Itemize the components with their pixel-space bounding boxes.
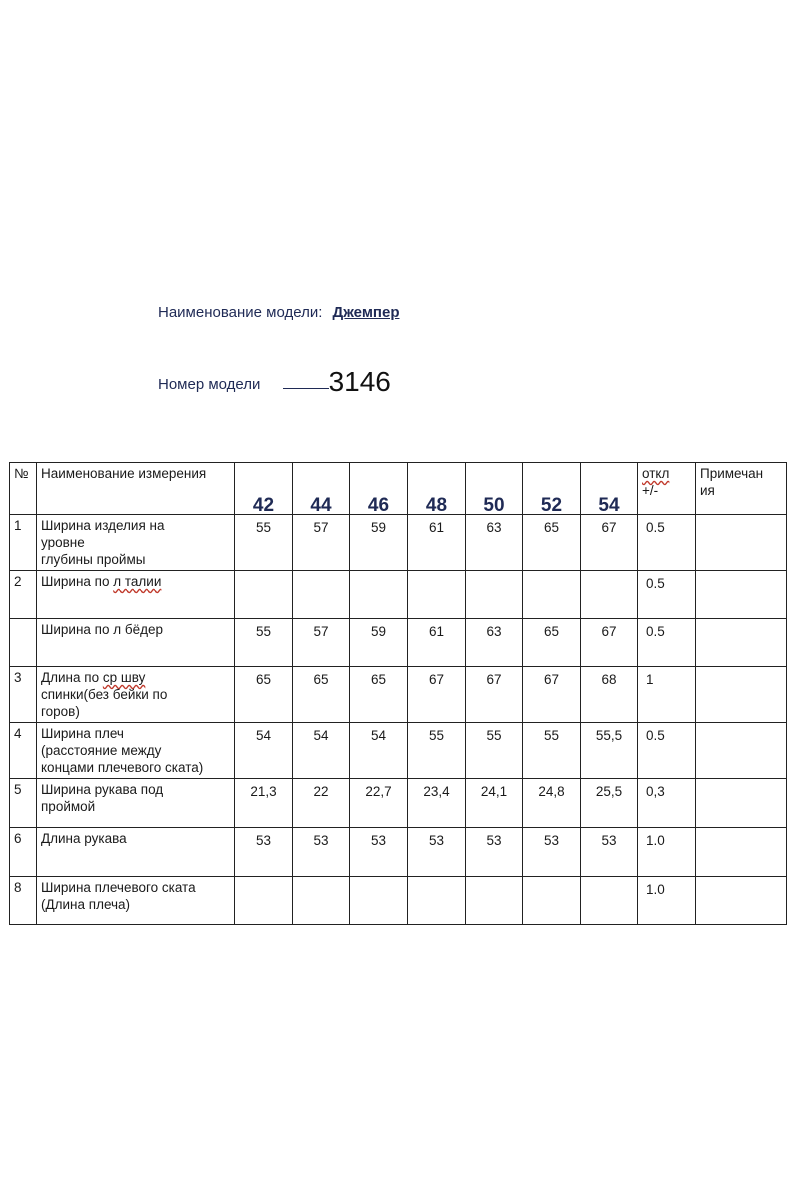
row-value bbox=[293, 571, 350, 619]
row-measurement-name: Ширина изделия на уровне глубины проймы bbox=[37, 515, 235, 571]
row-value: 65 bbox=[293, 667, 350, 723]
row-tolerance: 0.5 bbox=[638, 723, 696, 779]
model-number-label: Номер модели bbox=[158, 376, 261, 393]
row-value: 53 bbox=[350, 828, 408, 877]
row-value: 65 bbox=[523, 619, 581, 667]
table-row bbox=[10, 877, 787, 925]
row-measurement-name: Ширина рукава под проймой bbox=[37, 779, 235, 828]
row-value: 53 bbox=[523, 828, 581, 877]
row-value bbox=[408, 877, 466, 925]
row-value: 24,8 bbox=[523, 779, 581, 828]
row-value bbox=[581, 877, 638, 925]
row-value: 22 bbox=[293, 779, 350, 828]
row-value: 23,4 bbox=[408, 779, 466, 828]
row-number: 6 bbox=[10, 828, 37, 877]
row-number: 1 bbox=[10, 515, 37, 571]
row-note bbox=[696, 779, 787, 828]
row-value: 55 bbox=[235, 515, 293, 571]
row-value bbox=[581, 571, 638, 619]
header-measurement-name: Наименование измерения bbox=[37, 463, 235, 515]
row-note bbox=[696, 828, 787, 877]
row-value: 63 bbox=[466, 515, 523, 571]
table-row bbox=[10, 667, 787, 723]
row-value: 61 bbox=[408, 515, 466, 571]
row-number: 3 bbox=[10, 667, 37, 723]
row-value: 53 bbox=[466, 828, 523, 877]
table-header-row bbox=[10, 463, 787, 515]
row-note bbox=[696, 619, 787, 667]
table-row bbox=[10, 619, 787, 667]
row-value: 67 bbox=[466, 667, 523, 723]
row-value: 67 bbox=[581, 515, 638, 571]
model-name-label: Наименование модели: bbox=[158, 304, 323, 321]
row-measurement-name: Ширина плеч (расстояние между концами плечевого ската) bbox=[37, 723, 235, 779]
row-tolerance: 1 bbox=[638, 667, 696, 723]
row-tolerance: 0.5 bbox=[638, 515, 696, 571]
row-value: 65 bbox=[523, 515, 581, 571]
row-value: 21,3 bbox=[235, 779, 293, 828]
measurement-table bbox=[9, 462, 787, 925]
row-measurement-name: Длина по ср шву спинки(без бейки по горов) bbox=[37, 667, 235, 723]
row-value: 67 bbox=[408, 667, 466, 723]
row-value: 55,5 bbox=[581, 723, 638, 779]
row-value: 55 bbox=[408, 723, 466, 779]
header-size-54: 54 bbox=[581, 463, 638, 515]
table-row bbox=[10, 515, 787, 571]
row-measurement-name: Ширина плечевого ската (Длина плеча) bbox=[37, 877, 235, 925]
row-value: 59 bbox=[350, 515, 408, 571]
model-name-value: Джемпер bbox=[332, 304, 400, 321]
row-value bbox=[466, 571, 523, 619]
row-note bbox=[696, 877, 787, 925]
row-number bbox=[10, 619, 37, 667]
row-value bbox=[466, 877, 523, 925]
row-value: 57 bbox=[293, 619, 350, 667]
model-number-value: 3146 bbox=[328, 366, 391, 397]
row-note bbox=[696, 723, 787, 779]
row-tolerance: 1.0 bbox=[638, 877, 696, 925]
header-size-50: 50 bbox=[466, 463, 523, 515]
header-size-42: 42 bbox=[235, 463, 293, 515]
row-value: 53 bbox=[408, 828, 466, 877]
header-tolerance: откл +/- bbox=[638, 463, 696, 515]
table-row bbox=[10, 828, 787, 877]
row-value: 54 bbox=[293, 723, 350, 779]
header-size-44: 44 bbox=[293, 463, 350, 515]
row-value: 54 bbox=[235, 723, 293, 779]
row-value: 24,1 bbox=[466, 779, 523, 828]
table-row bbox=[10, 779, 787, 828]
row-value: 68 bbox=[581, 667, 638, 723]
row-tolerance: 0,3 bbox=[638, 779, 696, 828]
row-value: 53 bbox=[235, 828, 293, 877]
row-value: 65 bbox=[235, 667, 293, 723]
row-value: 54 bbox=[350, 723, 408, 779]
model-number-blank-line bbox=[283, 388, 329, 389]
row-number: 4 bbox=[10, 723, 37, 779]
row-measurement-name: Длина рукава bbox=[37, 828, 235, 877]
header-number: № bbox=[10, 463, 37, 515]
model-name-line bbox=[158, 304, 399, 321]
header-size-48: 48 bbox=[408, 463, 466, 515]
row-value: 55 bbox=[235, 619, 293, 667]
row-number: 2 bbox=[10, 571, 37, 619]
row-tolerance: 1.0 bbox=[638, 828, 696, 877]
row-value bbox=[350, 571, 408, 619]
row-value: 22,7 bbox=[350, 779, 408, 828]
row-value: 55 bbox=[466, 723, 523, 779]
header-size-46: 46 bbox=[350, 463, 408, 515]
row-value: 57 bbox=[293, 515, 350, 571]
row-value: 53 bbox=[581, 828, 638, 877]
row-value bbox=[235, 877, 293, 925]
row-note bbox=[696, 667, 787, 723]
header-size-52: 52 bbox=[523, 463, 581, 515]
row-value bbox=[235, 571, 293, 619]
row-measurement-name: Ширина по л талии bbox=[37, 571, 235, 619]
row-tolerance: 0.5 bbox=[638, 571, 696, 619]
row-value: 63 bbox=[466, 619, 523, 667]
row-measurement-name: Ширина по л бёдер bbox=[37, 619, 235, 667]
row-note bbox=[696, 571, 787, 619]
table-row bbox=[10, 571, 787, 619]
row-value: 67 bbox=[581, 619, 638, 667]
header-notes: Примечан ия bbox=[696, 463, 787, 515]
row-value: 53 bbox=[293, 828, 350, 877]
table-row bbox=[10, 723, 787, 779]
row-value bbox=[350, 877, 408, 925]
row-value bbox=[523, 877, 581, 925]
row-value: 55 bbox=[523, 723, 581, 779]
row-number: 8 bbox=[10, 877, 37, 925]
row-tolerance: 0.5 bbox=[638, 619, 696, 667]
row-note bbox=[696, 515, 787, 571]
row-value: 25,5 bbox=[581, 779, 638, 828]
row-value bbox=[408, 571, 466, 619]
row-value: 61 bbox=[408, 619, 466, 667]
row-number: 5 bbox=[10, 779, 37, 828]
row-value: 65 bbox=[350, 667, 408, 723]
row-value bbox=[523, 571, 581, 619]
row-value: 59 bbox=[350, 619, 408, 667]
row-value bbox=[293, 877, 350, 925]
model-number-line bbox=[158, 366, 391, 398]
row-value: 67 bbox=[523, 667, 581, 723]
